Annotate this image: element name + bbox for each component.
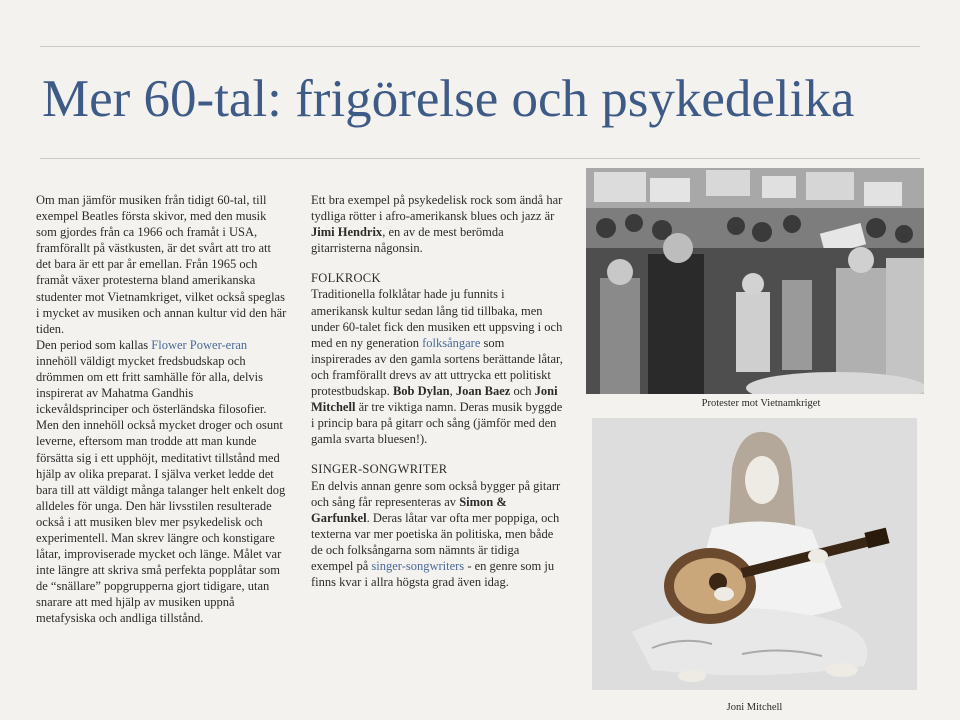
flower-power-link[interactable]: Flower Power-eran bbox=[151, 337, 248, 352]
paragraph-intro: Om man jämför musiken från tidigt 60-tal, till exempel Beatles första skivor, med den musik som gjordes från ca 1966 och framåt i USA, framförallt på västkusten, är det svårt att tro att det bara är ett par år emellan. Från 1965 och framåt växer protesterna bland amerikanska studenter mot Vietnamkriget, vilket också speglas i mycket av musiken och annan kultur vid den här tiden. bbox=[36, 193, 287, 336]
text-span: och bbox=[510, 384, 535, 399]
text-span: - en genre som ju finns kvar i allra högsta grad även idag. bbox=[311, 558, 555, 590]
title-divider bbox=[40, 158, 920, 159]
folksangare-link[interactable]: folksångare bbox=[422, 335, 481, 350]
text-span: som inspirerades av den gamla sortens berättande låtar, och framförallt drevs av att uttrycka ett politiskt protestbudskap. bbox=[311, 335, 563, 399]
protest-photo-caption: Protester mot Vietnamkriget bbox=[701, 398, 821, 409]
protest-illustration bbox=[586, 168, 924, 394]
text-span: är tre viktiga namn. Deras musik byggde i princip bara på gitarr och sång (jämför med den gamla svarta bluesen!). bbox=[311, 400, 563, 447]
joni-mitchell-photo bbox=[592, 418, 917, 690]
joni-mitchell-illustration bbox=[592, 418, 917, 690]
protest-photo bbox=[586, 168, 924, 394]
paragraph-singer-songwriter bbox=[311, 478, 563, 591]
folkrock-heading: FOLKROCK bbox=[311, 271, 381, 286]
slide-title: Mer 60-tal: frigörelse och psykedelika bbox=[42, 70, 855, 128]
paragraph-hendrix bbox=[311, 192, 563, 256]
joan-baez-name: Joan Baez bbox=[455, 384, 511, 399]
text-span: Traditionella folklåtar hade ju funnits i amerikansk kultur sedan lång tid tillbaka, men under 60-talet fick den musiken ett uppsving i och med en ny generation bbox=[311, 287, 563, 350]
top-divider bbox=[40, 46, 920, 47]
text-span: innehöll väldigt mycket fredsbudskap och drömmen om ett fritt samhälle för alla, delvis inspirerat av Mahatma Gandhis ickevåldsprinciper och österländska filosofier. Men den innehöll också mycket droger och osunt leverne, eftersom man trodde att man kunde försätta sig i ett upphöjt, meditativt tillstånd med hjälp av olika preparat. I själva verket ledde det bara till att väldigt många talanger helt enkelt dog alldeles för unga. Den här livsstilen resulterade också i att musiken blev mer psykedelisk och experimentell. Man skrev längre och konstigare låtar, improviserade mycket och länge. Målet var inte längre att skriva små perfekta popplåtar som de “snällare” popgrupperna gjort tidigare, utan snarare att med hjälp av musiken uppnå metafysiska och andliga tillstånd. bbox=[36, 353, 286, 626]
paragraph-flower-power bbox=[36, 337, 288, 627]
bob-dylan-name: Bob Dylan bbox=[392, 384, 450, 399]
singer-songwriters-link[interactable]: singer-songwriters bbox=[371, 558, 465, 573]
text-span: . Deras låtar var ofta mer poppiga, och texterna var mer poetiska än politiska, men både de och folksångarna som nämnts är tidiga exempel på bbox=[311, 510, 560, 573]
joni-mitchell-photo-caption: Joni Mitchell bbox=[726, 702, 783, 713]
text-span: , en av de mest berömda gitarristerna någonsin. bbox=[311, 225, 504, 256]
text-span: , bbox=[449, 384, 456, 399]
text-span: Ett bra exempel på psykedelisk rock som ändå har tydliga rötter i afro-amerikansk blues och jazz är bbox=[311, 193, 563, 224]
singer-songwriter-heading: SINGER-SONGWRITER bbox=[311, 462, 448, 477]
left-text-column bbox=[36, 192, 288, 627]
middle-text-column bbox=[311, 192, 563, 590]
text-span: En delvis annan genre som också bygger på gitarr och sång får representeras av bbox=[311, 478, 561, 509]
text-span: Den period som kallas bbox=[36, 337, 152, 352]
jimi-hendrix-name: Jimi Hendrix bbox=[311, 225, 383, 240]
simon-garfunkel-name: Simon & Garfunkel bbox=[311, 494, 507, 525]
paragraph-folkrock bbox=[311, 286, 563, 447]
joni-mitchell-name: Joni Mitchell bbox=[311, 384, 558, 415]
